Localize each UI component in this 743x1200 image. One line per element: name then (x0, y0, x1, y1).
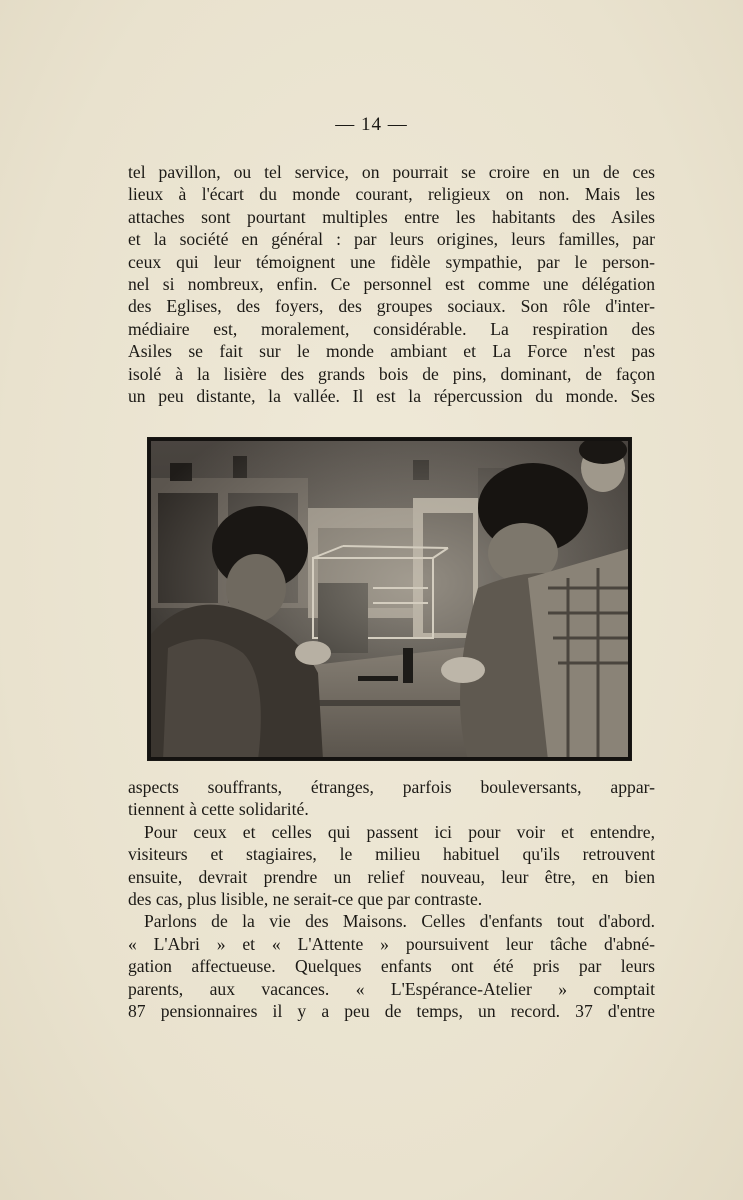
text-line: Pour ceux et celles qui passent ici pour voir et entendre, (144, 821, 655, 842)
text-line: visiteurs et stagiaires, le milieu habituel qu'ils retrouvent (128, 844, 655, 865)
text-line: et la société en général : par leurs origines, leurs familles, par (128, 229, 655, 250)
text-line: Parlons de la vie des Maisons. Celles d'enfants tout d'abord. (144, 911, 655, 932)
text-line: parents, aux vacances. « L'Espérance-Atelier » comptait (128, 978, 655, 999)
text-line: ceux qui leur témoignent une fidèle sympathie, par le person- (128, 251, 655, 272)
text-line: Asiles se fait sur le monde ambiant et La Force n'est pas (128, 341, 655, 362)
text-line: tel pavillon, ou tel service, on pourrait se croire en un de ces (128, 162, 655, 182)
text-line: médiaire est, moralement, considérable. La respiration des (128, 318, 655, 339)
text-line: isolé à la lisière des grands bois de pins, dominant, de façon (128, 363, 655, 384)
page-number: — 14 — (335, 114, 408, 135)
text-line: 87 pensionnaires il y a peu de temps, un record. 37 d'entre (128, 1000, 655, 1021)
workshop-photo (148, 438, 631, 760)
text-line: nel si nombreux, enfin. Ce personnel est comme une délégation (128, 273, 655, 294)
workshop-photo-icon (148, 438, 631, 760)
text-line: des Eglises, des foyers, des groupes sociaux. Son rôle d'inter- (128, 296, 655, 317)
text-line: attaches sont pourtant multiples entre les habitants des Asiles (128, 206, 655, 227)
text-line: des cas, plus lisible, ne serait-ce que par contraste. (128, 888, 483, 909)
text-line: aspects souffrants, étranges, parfois bouleversants, appar- (128, 777, 655, 797)
text-line: « L'Abri » et « L'Attente » poursuivent leur tâche d'abné- (128, 933, 655, 954)
text-line: gation affectueuse. Quelques enfants ont été pris par leurs (128, 956, 655, 977)
paragraph-top (128, 161, 655, 407)
text-line: un peu distante, la vallée. Il est la répercussion du monde. Ses (128, 385, 655, 406)
text-line: tiennent à cette solidarité. (128, 799, 309, 820)
text-line: lieux à l'écart du monde courant, religieux on non. Mais les (128, 184, 655, 205)
paragraph-bottom (128, 776, 655, 1022)
text-line: ensuite, devrait prendre un relief nouveau, leur être, en bien (128, 866, 655, 887)
